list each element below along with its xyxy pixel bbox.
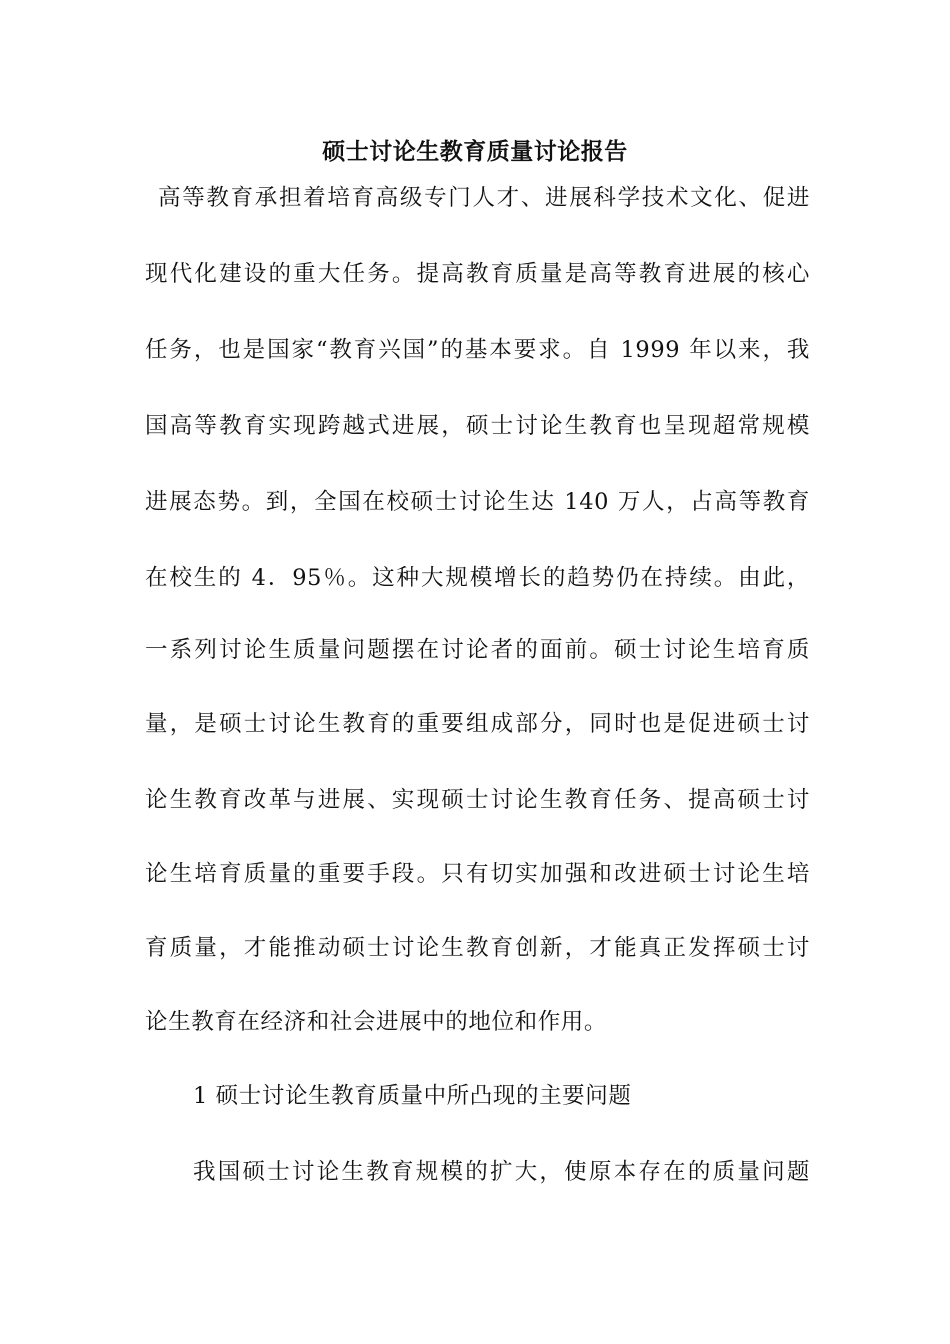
document-title: 硕士讨论生教育质量讨论报告	[322, 138, 628, 165]
section-heading: 1 硕士讨论生教育质量中所凸现的主要问题	[193, 1083, 632, 1109]
paragraph-line: 量，是硕士讨论生教育的重要组成部分，同时也是促进硕士讨	[145, 711, 810, 737]
paragraph-line: 育质量，才能推动硕士讨论生教育创新，才能真正发挥硕士讨	[145, 935, 810, 961]
paragraph-line: 高等教育承担着培育高级专门人才、进展科学技术文化、促进	[158, 185, 810, 211]
paragraph-line: 一系列讨论生质量问题摆在讨论者的面前。硕士讨论生培育质	[145, 637, 810, 663]
paragraph-line: 论生教育在经济和社会进展中的地位和作用。	[145, 1009, 608, 1035]
paragraph-line: 国高等教育实现跨越式进展，硕士讨论生教育也呈现超常规模	[145, 413, 810, 439]
paragraph-line: 任务，也是国家“教育兴国”的基本要求。自 1999 年以来，我	[145, 337, 810, 363]
paragraph-line: 在校生的 4．95％。这种大规模增长的趋势仍在持续。由此，	[145, 565, 810, 591]
paragraph-line: 现代化建设的重大任务。提高教育质量是高等教育进展的核心	[145, 261, 810, 287]
paragraph-line: 论生培育质量的重要手段。只有切实加强和改进硕士讨论生培	[145, 861, 810, 887]
paragraph-line: 我国硕士讨论生教育规模的扩大，使原本存在的质量问题	[193, 1159, 810, 1185]
paragraph-line: 进展态势。到，全国在校硕士讨论生达 140 万人，占高等教育	[145, 489, 810, 515]
paragraph-line: 论生教育改革与进展、实现硕士讨论生教育任务、提高硕士讨	[145, 787, 810, 813]
